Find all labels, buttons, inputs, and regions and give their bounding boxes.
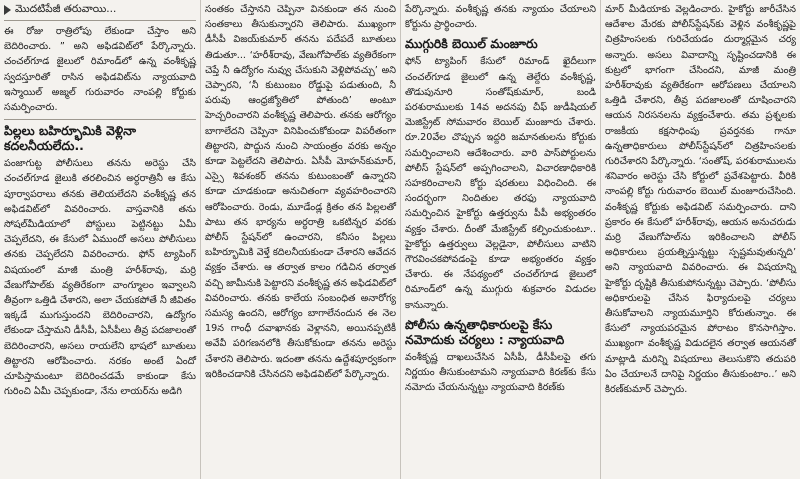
subheading-rule: [4, 119, 196, 120]
column-1: [0, 0, 200, 479]
column-2: [201, 0, 400, 479]
subheading-children: పిల్లలు బహిర్భూమికి వెళ్లినా కదలనీయలేదు..: [4, 123, 137, 154]
kicker-text: మొదటిపేజీ తరువాయి...: [15, 3, 117, 15]
col1-paragraph-1: ఈ రోజు రాత్రిలోపు లేకుండా చేస్తాం అని బెదిరించారు. ” అని అఫిడవిట్‌లో పేర్కొన్నారు. చంచల్‌గూడ జైలులో రిమాండ్‌లో ఉన్న వంశీకృష్ణ స్వదస్తూరితో రాసిన అఫిడవిట్‌ను న్యాయవాది ఇస్మాయిల్‌ అజ్మల్‌ గురువారం నాంపల్లి కోర్టుకు సమర్పించారు.: [4, 26, 196, 114]
col3-paragraph-2: ఫోన్‌ ట్యాపింగ్‌ కేసులో రిమాండ్‌ ఖైదీలుగా చంచల్‌గూడ జైలులో ఉన్న తెల్దేరు వంశీకృష్ణ, తొడుపునూరి సంతోష్‌కుమార్‌, బండి పరశురాములకు 14వ అదనపు చీఫ్‌ జుడీషియల్‌ మెజిస్ట్రేట్‌ సోమవారం బెయిల్‌ మంజూరు చేశారు. రూ.20వేల చొప్పున ఇద్దరి జమానతులను కోర్టుకు సమర్పించాలని ఆదేశించారు. వారి పాస్‌పోర్టులను పోలీస్‌ స్టేషన్‌లో అప్పగించాలని, విచారణాధికారికి సహకరించాలని కోర్టు షరతులు విధించింది. ఈ సందర్భంగా నిందితుల తరఫు న్యాయవాది సమర్పించిన హైకోర్టు ఉత్తర్వును పీపీ అభ్యంతరం వ్యక్తం చేశారు. దీంతో మేజిస్ట్రేట్‌ కల్పించుకుంటూ.. హైకోర్టు ఉత్తర్వులు వెల్లడైనా, పోలీసులు వాటిని గౌరవించకపోవడంపై కూడా అభ్యంతరం వ్యక్తం చేశారు. ఈ నేపథ్యంలో చంచల్‌గూడ జైలులో రిమాండ్‌లో ఉన్న ముగ్గురు శుక్రవారం విడుదల కానున్నారు.: [405, 56, 596, 311]
column-3: [401, 0, 600, 479]
kicker-rule: [4, 20, 196, 21]
subheading-police-case: పోలీసు ఉన్నతాధికారులపై కేసు నమోదుకు చర్యలు : న్యాయవాది: [405, 316, 565, 347]
subheading-bail: ముగ్గురికి బెయిల్‌ మంజూరు: [405, 36, 538, 52]
arrow-right-icon: [4, 5, 11, 15]
col1-paragraph-2: పంజాగుట్ట పోలీసులు తనను అరెస్టు చేసి చంచల్‌గూడ జైలుకి తరలించిన అర్ధరాత్రినీ ఆ కేసు పూర్వాపరాలు తనకు తెలియలేదని వంశీకృష్ణ తన అఫిడవిట్‌లో వివరించారు. వాస్తవానికి తను సోషల్‌మీడియాలో పోస్టులు పెట్టినట్టు ఏమీ చెప్పలేదని, ఈ కేసులో ఏముందో అసలు పోలీసులు తనకు చెప్పలేదని వివరించారు. ఫోన్‌ ట్యాపింగ్‌ విషయంలో మాజీ మంత్రి హరీశ్‌రావు, మర్రి వేణుగోపాల్‌కు వ్యతిరేకంగా వాంగ్మూలం ఇవ్వాలని తీవ్రంగా ఒత్తిడి చేశారని, అలా చేయకపోతే నీ జీవితం ఇక్కడే ముగుస్తుందని బెదిరించారని, ఉద్యోగం లేకుండా చేస్తామని డీసీపీ, ఏసీపీలు తీవ్ర పదజాలంతో బెదిరించారని, అసలు రాయలేని భాషలో బూతులు తిట్టారని ఆరోపించారు. నరకం అంటే ఏందో చూపిస్తామంటూ బెదిరించడమే కాకుండా కేసు గురించి ఏమీ చెప్పకుండా, నేను లాయర్‌ను అడిగి: [4, 158, 196, 398]
col3-paragraph-3: వంశీకృష్ణ దాఖలుచేసిన ఏసీపీ, డీసీపీలపై తగు నిర్ణయం తీసుకుంటామని న్యాయవాది కిరణ్‌కు కేసు నమోదు చేయనున్నట్టు న్యాయవాది కిరణ్‌కు: [405, 351, 596, 394]
col4-paragraph-1: మార్‌ మీడియాకు వెల్లడించారు. హైకోర్టు జారీచేసిన ఆదేశాల మేరకు పోలీస్‌స్టేషన్‌కు వెళ్లిన వంశీకృష్ణపై చిత్రహింసలకు గురిచేయడం దుర్మార్గమైన చర్య అన్నారు. అసలు వివాదాన్ని సృష్టించడానికి ఈ కుట్రలో భాగంగా చేసిందని, మాజీ మంత్రి హరీశ్‌రావుకు వ్యతిరేకంగా ఆరోపణలు చేయాలని ఒత్తిడి చేశారని, తీవ్ర పదజాలంతో దూషించారని ఆయన నిరసనలను వ్యక్తంచేశారు. తమ ప్రశ్నలకు రాజకీయ కక్షసాధింపు ప్రవర్తనకు గానూ ఉన్నతాధికారులు పోలీస్‌స్టేషన్‌లో చిత్రహింసలకు గురిచేశారని పేర్కొన్నారు. ‘సంతోష్‌, పరశురాములను శనివారం అరెస్టు చేసి కోర్టులో ప్రవేశపెట్టారు. వీరికి నాంపల్లి కోర్టు గురువారం బెయిల్‌ మంజూరుచేసింది. వంశీకృష్ణ కోర్టుకు అఫిడవిట్‌ సమర్పించారు. దాని ప్రకారం ఈ కేసులో హరీశ్‌రావు, ఆయన అనుచరుడు మర్రి వేణుగోపాల్‌ను ఇరికించాలని పోలీస్‌ అధికారులు ప్రయత్నిస్తున్నట్టు స్పష్టమవుతున్నది’ అని న్యాయవాది వివరించారు. ఈ విషయాన్ని హైకోర్టు దృష్టికి తీసుకుపోనున్నట్టు చెప్పారు. ‘పోలీసు అధికారులపై చేసిన ఫిర్యాదులపై చర్యలు తీసుకోవాలని న్యాయమూర్తిని కోరుతున్నాం. ఈ కేసులో న్యాయపరమైన పోరాటం కొనసాగిస్తాం. ముఖ్యంగా వంశీకృష్ణ విడుదలైన తర్వాత ఆయనతో మాట్లాడి మరిన్ని విషయాలు తెలుసుకొని తదుపరి ఏం చేయాలనే దానిపై నిర్ణయం తీసుకుంటాం..’ అని కిరణ్‌కుమార్‌ చెప్పారు.: [605, 4, 796, 396]
continuation-kicker: [4, 2, 196, 17]
col2-paragraph-1: సంతకం చేస్తానని చెప్పినా వినకుండా తన నుంచి సంతకాలు తీసుకున్నారని తెలిపారు. ముఖ్యంగా డీసీపీ విజయ్‌కుమార్‌ తనను పదేపదే బూతులు తిడుతూ... ‘హరీశ్‌రావు, వేణుగోపాల్‌కు వ్యతిరేకంగా చెప్తే నీ ఉద్యోగం నువ్వు చేసుకుని వెళ్లిపోవచ్చు’ అని చెప్పారని, ‘నీ కుటుంబం రోడ్డుపై పడుతుంది, నీ పరువు ఆంధ్రజ్యోతిలో పోతుంది’ అంటూ హెచ్చరించారని వంశీకృష్ణ తెలిపారు. తనకు ఆరోగ్యం బాగాలేదని చెప్పినా వినిపించుకోకుండా విపరీతంగా తిట్టారని, పొద్దున నుంచి సాయంత్రం వరకు అన్నం కూడా పెట్టలేదని తెలిపారు. ఏసీపీ మోహన్‌కుమార్‌, ఎస్సై శివశంకర్‌ తనను కుటుంబంతో ఉన్నారని కూడా చూడకుండా అనుచితంగా వ్యవహరించారని ఆరోపించారు. రెండు, మూడేండ్ల క్రితం తన పిల్లలతో పాటు తన భార్యను అర్ధరాత్రి ఒకటిన్నర వరకు పోలీస్‌ స్టేషన్‌లో ఉంచారని, కనీసం పిల్లలు బహిర్భూమికి వెళ్తే కదిలనీయకుండా చేశారని ఆవేదన వ్యక్తం చేశారు. ఆ తర్వాత కాలం గడిచిన తర్వాత వచ్చి జామీనుకి పెట్టారని వంశీకృష్ణ తన అఫిడవిట్‌లో వివరించారు. తనకు కాలేయ సంబంధిత అనారోగ్య సమస్య ఉందని, ఆరోగ్యం బాగాలేనందున ఈ నెల 19న గాంధీ దవాఖానకు వెళ్లానని, అయినప్పటికీ అవేవీ పరిగణనలోకి తీసుకోకుండా తనను అరెస్టు చేశారని తెలిపారు. ఇదంతా తనను ఉద్దేశపూర్వకంగా ఇరికించడానికి చేసినదని అఫిడవిట్‌లో పేర్కొన్నారు.: [205, 4, 396, 380]
col3-paragraph-1: పేర్కొన్నారు. వంశీకృష్ణ తనకు న్యాయం చేయాలని కోర్టును ప్రార్థించారు.: [405, 4, 596, 31]
column-4: [601, 0, 800, 479]
